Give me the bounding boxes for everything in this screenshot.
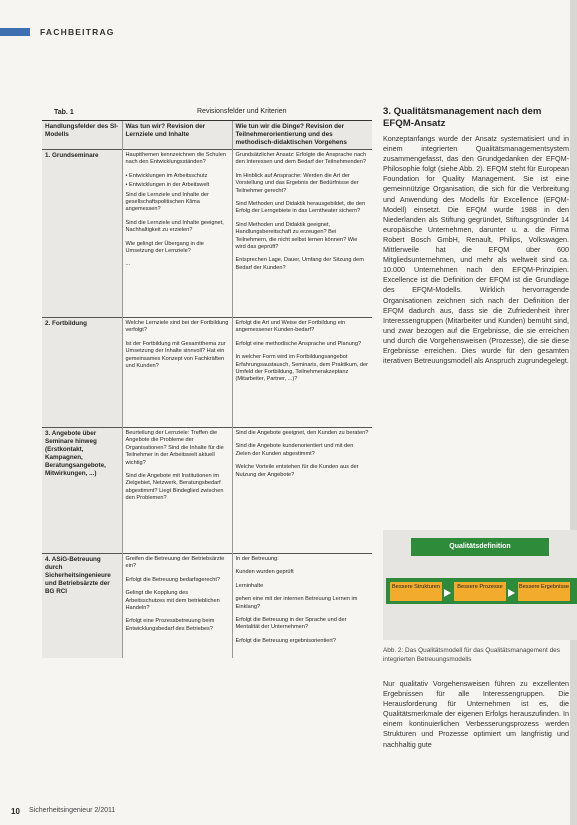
cell-text: Welche Vorteile entstehen für die Kunden aus der Nutzung der Angebote? [235,464,359,478]
cell-text: Lerninhalte [235,582,264,589]
table-cell-field: 2. Fortbildung [42,318,122,428]
cell-text: Erfolgt eine Prozessbetreuung beim Entwicklungsbedarf des Betriebes? [125,618,215,632]
table-group-header: Revisionsfelder und Kriterien [197,108,287,115]
table-cell-content [122,428,232,554]
figure-box-processes: Bessere Prozesse [454,582,506,601]
column-header: Handlungsfelder des SI-Modells [42,121,122,150]
cell-text: Erfolgt die Betreuung in der Sprache und der Mentalität der Unternehmen? [235,617,347,631]
cell-text: Sind die Lernziele und Inhalte der gesellschaftspolitischen Klima angemessen? [125,191,209,213]
cell-text: Erfolgt die Betreuung ergebnisorientiert? [235,637,336,644]
cell-text: Wie gelingt der Übergang in die Umsetzung der Lernziele? [125,240,204,255]
cell-text: Im Hinblick auf Ansprache: Werden die Art der Vorstellung und das Ergebnis der Bedürfnisse der Teilnehmer gerecht? [235,172,359,194]
cell-text: Welche Lernziele sind bei der Fortbildung verfolgt? [125,320,229,334]
table-cell-method [232,428,372,554]
cell-text: Grundsätzlicher Ansatz: Erfolgte die Ansprache nach den Interessen und dem Bedarf der Teilnehmenden? [235,152,367,166]
cell-text: Gelingt die Kopplung des Arbeitsschutzes mit dem betrieblichen Handeln? [125,590,220,612]
figure-box-results: Bessere Ergebnisse [518,582,570,601]
cell-text: In welcher Form wird im Fortbildungsangebot Erfahrungsaustausch, Seminaris, dem Praktikum, der Umfeld der Fortbildung, Teilnehmerakzeptanz (Mitarbeiter, Partner, ...)? [235,354,368,383]
cell-text: Ist der Fortbildung mit Gesamtthema zur Umsetzung der Inhalte sinnvoll? Hat ein gemeinsames Konzept von Fachkräften und Kunden? [125,340,226,370]
cell-text: gehen eine mit der internen Betreuung Lernen im Einklang? [235,596,358,610]
section-heading: 3. Qualitätsmanagement nach dem EFQM-Ansatz [383,106,542,129]
cell-text: Beurteilung der Lernziele: Treffen die Angebote die Probleme der Organisationen? Sind die Inhalte für die Teilnehmer in der Arbeitswelt aktuell wichtig? [125,430,224,466]
table-row [42,554,372,658]
page-number: 10 [11,807,20,816]
footer-source: Sicherheitsingenieur 2/2011 [29,807,116,814]
cell-text: In der Betreuung: [235,556,279,562]
table-cell-field: 3. Angebote über Seminare hinweg (Erstkontakt, Kampagnen, Beratungsangebote, Mitwirkungen, ...) [42,428,122,554]
table-cell-method [232,150,372,318]
table-cell-field: 4. ASiG-Betreuung durch Sicherheitsingenieure und Betriebsärzte der BG RCI [42,554,122,658]
table-grid [42,120,372,658]
cell-text: Hauptthemen kennzeichnen die Schulen nach den Entwicklungsständen? [125,152,226,166]
figure-caption: Abb. 2: Das Qualitätsmodell für das Qualitätsmanagement des integrierten Betreuungsmodells [383,647,560,663]
column-header: Wie tun wir die Dinge? Revision der Teilnehmerorientierung und des methodisch-didaktischen Vorgehens [232,121,372,150]
table-cell-field: 1. Grundseminare [42,150,122,318]
body-paragraph: Nur qualitativ Vorgehensweisen führen zu exzellenten Ergebnissen für alle Interessengruppen. Die Herausforderung für Unternehmen ist es, die Qualitätsmerkmale der eigenen Erfolgs herauszufinden. In einem kontinuierlichen Verbesserungsprozess werden Strukturen und Prozesse optimiert um langfristig und nachhaltig gute [383,679,569,749]
table-caption: Tab. 1 [54,109,74,116]
header-label: FACHBEITRAG [40,27,115,37]
cell-text: Sind Methoden und Didaktik herausgebildet, die den Erfolg der Lerngebiete in das Lerntheater sichern? [235,201,366,215]
cell-text: Sind Methoden und Didaktik geeignet, Handlungsbereitschaft zu erzeugen? Bei Teilnehmern, die nicht selbst lernen können? Wie wird das geprüft? [235,221,358,251]
table-row [42,428,372,554]
cell-text: Erfolgt eine methodische Ansprache und Planung? [235,340,362,347]
table-cell-method [232,554,372,658]
cell-text: Sind die Angebote mit Institutionen im Zielgebiet, Netzwerk, Beratungsbedarf abgestimmt? Liegt Bindeglied zwischen den Problemen? [125,473,224,502]
cell-text: • Entwicklungen in der Arbeitswelt [126,182,229,189]
table-row [42,318,372,428]
table-cell-content [122,554,232,658]
cell-text: • Entwicklungen im Arbeitsschutz [126,173,229,180]
table-cell-content [122,318,232,428]
figure-box-structures: Bessere Strukturen [390,582,442,601]
figure-top-label: Qualitätsdefinition [411,538,549,556]
table-row [42,150,372,318]
cell-text: Entsprechen Lage, Dauer, Umfang der Sitzung dem Bedarf der Kunden? [235,257,364,271]
cell-text: ... [125,261,131,268]
page-edge-shadow [570,0,577,825]
table-body [42,150,372,658]
arrow-right-icon [444,589,451,597]
cell-text: Sind die Lernziele und Inhalte geeignet, Nachhaltigkeit zu erzielen? [125,219,224,234]
body-paragraph: Konzeptanfangs wurde der Ansatz systematisiert und in einem integrierten Qualitätsmanagementsystem zusammengefasst, das den Grundgedanken der EFQM-Philosophie folgt (siehe Abb. 2). EFQM steht für European Foundation for Quality Management. Sie ist eine gemeinnützige Organisation, die sich für die Verbreitung und Anwendung des Modells für Excellence (EFQM-Modell) einsetzt. Die EFQM wurde 1988 in den Niederlanden als Stiftung gegründet, Stiftungsgründer 14 europäische Unternehmen, darunter u. a. die Firma Robert Bosch GmbH, Renault, Philips, Volkswagen. Mittlerweile hat die EFQM über 600 Mitgliedsunternehmen, und mehr als weltweit sind ca. 10.000 Unternehmen nach den EFQM-Prinzipien. Excellence ist die Definition der EFQM ist die Grundlage des EFQM-Modells. Wirklich hervorragende Organisationen zeichnen sich nach der Definition der EFQM dadurch aus, dass sie die Zufriedenheit ihrer Interessengruppen (Mitarbeiter und Kunden) bemüht sind, und zwar bezogen auf die Ergebnisse, die sie erreichen und durch die Vorgehensweisen (Prozesse), die sie diese Ergebnisse erreichen. Dies wurde für den gesamten iterativen Betreuungsmodell als Anspruch zugrundegelegt. [383,134,569,366]
cell-text: Kunden wurden geprüft [235,569,294,576]
arrow-right-icon [508,589,515,597]
table-cell-method [232,318,372,428]
table-header-row [42,121,372,150]
cell-text: Erfolgt die Art und Weise der Fortbildung ein angemessener Kunden-bedarf? [235,320,346,334]
header-accent-bar [0,28,30,36]
cell-text: Sind die Angebote kundenorientiert und mit den Zielen der Kunden abgestimmt? [235,443,354,457]
cell-text: Erfolgt die Betreuung bedarfsgerecht? [125,576,221,583]
table-cell-content [122,150,232,318]
column-header: Was tun wir? Revision der Lernziele und Inhalte [122,121,232,150]
cell-text: Greifen die Betreuung der Betriebsärzte ein? [125,556,225,570]
cell-text: Sind die Angebote geeignet, den Kunden zu beraten? [235,430,369,436]
